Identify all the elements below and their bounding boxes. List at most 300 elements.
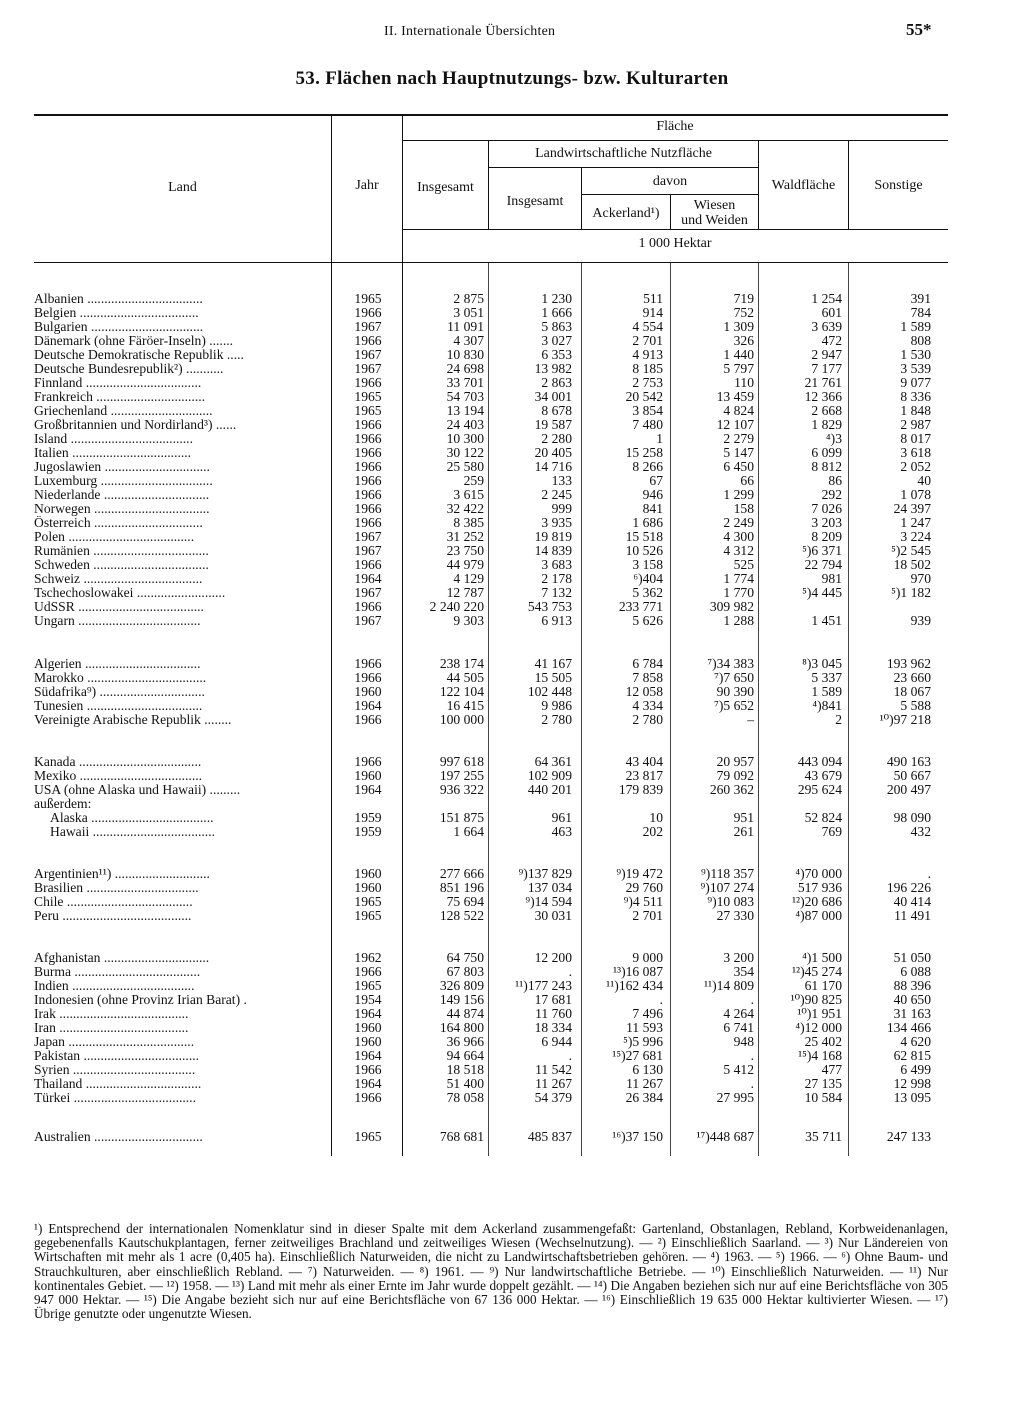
cell-land: Niederlande ............................... — [34, 488, 210, 502]
cell-lnf-insgesamt: 2 280 — [541, 431, 572, 446]
cell-ackerland: 5 362 — [632, 585, 663, 600]
cell-land: Ungarn .................................... — [34, 614, 201, 628]
cell-waldflaeche: ⁴)70 000 — [795, 866, 842, 881]
cell-wiesen-weiden: 5 412 — [723, 1062, 754, 1077]
cell-ackerland: 23 817 — [625, 768, 663, 783]
cell-sonstige: 98 090 — [893, 810, 931, 825]
cell-wiesen-weiden: 4 264 — [723, 1006, 754, 1021]
cell-insgesamt: 16 415 — [446, 698, 484, 713]
cell-lnf-insgesamt: 3 683 — [541, 557, 572, 572]
table-row — [0, 1063, 1024, 1077]
table-row — [0, 1035, 1024, 1049]
cell-insgesamt: 2 875 — [453, 291, 484, 306]
table-row — [0, 292, 1024, 306]
cell-sonstige: 40 — [917, 473, 931, 488]
table-row — [0, 797, 1024, 811]
cell-insgesamt: 75 694 — [446, 894, 484, 909]
table-row — [0, 1021, 1024, 1035]
cell-ackerland: 7 858 — [632, 670, 663, 685]
cell-jahr: 1966 — [354, 501, 382, 516]
cell-insgesamt: 326 809 — [439, 978, 484, 993]
table-row — [0, 418, 1024, 432]
lnf-rule — [488, 167, 758, 168]
table-row — [0, 432, 1024, 446]
cell-jahr: 1965 — [354, 389, 382, 404]
cell-insgesamt: 238 174 — [439, 656, 484, 671]
cell-land: UdSSR ..................................... — [34, 600, 204, 614]
cell-wiesen-weiden: 1 440 — [723, 347, 754, 362]
cell-insgesamt: 54 703 — [446, 389, 484, 404]
cell-jahr: 1967 — [354, 543, 382, 558]
cell-land: Deutsche Demokratische Republik ..... — [34, 348, 244, 362]
table-row — [0, 362, 1024, 376]
cell-waldflaeche: 52 824 — [804, 810, 842, 825]
cell-ackerland: 4 334 — [632, 698, 663, 713]
cell-jahr: 1966 — [354, 964, 382, 979]
cell-lnf-insgesamt: 14 716 — [534, 459, 572, 474]
cell-jahr: 1966 — [354, 473, 382, 488]
cell-ackerland: . — [659, 992, 663, 1007]
cell-sonstige: 196 226 — [886, 880, 931, 895]
cell-waldflaeche: 3 639 — [811, 319, 842, 334]
cell-waldflaeche: 3 203 — [811, 515, 842, 530]
cell-ackerland: 67 — [649, 473, 663, 488]
cell-insgesamt: 128 522 — [439, 908, 484, 923]
cell-jahr: 1954 — [354, 992, 382, 1007]
cell-jahr: 1965 — [354, 978, 382, 993]
cell-waldflaeche: 7 026 — [811, 501, 842, 516]
cell-lnf-insgesamt: 102 909 — [527, 768, 572, 783]
cell-jahr: 1966 — [354, 333, 382, 348]
cell-insgesamt: 36 966 — [446, 1034, 484, 1049]
cell-land: Chile ..................................... — [34, 895, 193, 909]
cell-sonstige: 12 998 — [893, 1076, 931, 1091]
cell-lnf-insgesamt: 13 982 — [534, 361, 572, 376]
cell-sonstige: 4 620 — [900, 1034, 931, 1049]
cell-ackerland: ¹¹)162 434 — [606, 978, 663, 993]
cell-lnf-insgesamt: 7 132 — [541, 585, 572, 600]
cell-land: Jugoslawien ............................... — [34, 460, 210, 474]
cell-sonstige: 23 660 — [893, 670, 931, 685]
cell-waldflaeche: ¹²)45 274 — [791, 964, 842, 979]
cell-waldflaeche: 472 — [821, 333, 842, 348]
cell-sonstige: 8 017 — [900, 431, 931, 446]
cell-sonstige: 6 499 — [900, 1062, 931, 1077]
cell-sonstige: 1 848 — [900, 403, 931, 418]
table-row — [0, 895, 1024, 909]
cell-jahr: 1965 — [354, 1129, 382, 1144]
cell-ackerland: 8 266 — [632, 459, 663, 474]
cell-lnf-insgesamt: 961 — [551, 810, 572, 825]
cell-ackerland: 233 771 — [618, 599, 663, 614]
cell-wiesen-weiden: 27 330 — [716, 908, 754, 923]
cell-jahr: 1967 — [354, 319, 382, 334]
table-row — [0, 1091, 1024, 1105]
cell-insgesamt: 3 051 — [453, 305, 484, 320]
cell-jahr: 1967 — [354, 529, 382, 544]
table-row — [0, 320, 1024, 334]
cell-lnf-insgesamt: 17 681 — [534, 992, 572, 1007]
cell-jahr: 1959 — [354, 824, 382, 839]
cell-waldflaeche: 10 584 — [804, 1090, 842, 1105]
cell-wiesen-weiden: . — [750, 1048, 754, 1063]
cell-jahr: 1965 — [354, 894, 382, 909]
cell-land: Pakistan .................................. — [34, 1049, 200, 1063]
header-jahr: Jahr — [355, 178, 379, 193]
page-number: 55* — [906, 20, 932, 39]
table-row — [0, 474, 1024, 488]
cell-wiesen-weiden: 1 309 — [723, 319, 754, 334]
cell-land: außerdem: — [34, 797, 92, 811]
cell-lnf-insgesamt: 54 379 — [534, 1090, 572, 1105]
table-row — [0, 755, 1024, 769]
cell-wiesen-weiden: 326 — [733, 333, 754, 348]
cell-insgesamt: 33 701 — [446, 375, 484, 390]
cell-jahr: 1966 — [354, 487, 382, 502]
cell-insgesamt: 51 400 — [446, 1076, 484, 1091]
cell-sonstige: 193 962 — [886, 656, 931, 671]
cell-lnf-insgesamt: ¹¹)177 243 — [515, 978, 572, 993]
cell-lnf-insgesamt: ⁹)14 594 — [525, 894, 572, 909]
cell-ackerland: 26 384 — [625, 1090, 663, 1105]
cell-lnf-insgesamt: 30 031 — [534, 908, 572, 923]
cell-insgesamt: 94 664 — [446, 1048, 484, 1063]
cell-waldflaeche: 1 589 — [811, 684, 842, 699]
cell-sonstige: 2 052 — [900, 459, 931, 474]
cell-insgesamt: 164 800 — [439, 1020, 484, 1035]
cell-land: Polen ..................................... — [34, 530, 195, 544]
cell-jahr: 1960 — [354, 768, 382, 783]
cell-waldflaeche: 12 366 — [804, 389, 842, 404]
table-row — [0, 502, 1024, 516]
table-row — [0, 811, 1024, 825]
cell-sonstige: 5 588 — [900, 698, 931, 713]
cell-ackerland: 946 — [642, 487, 663, 502]
cell-jahr: 1966 — [354, 557, 382, 572]
cell-lnf-insgesamt: 2 245 — [541, 487, 572, 502]
table-row — [0, 769, 1024, 783]
cell-wiesen-weiden: 1 774 — [723, 571, 754, 586]
cell-sonstige: 9 077 — [900, 375, 931, 390]
cell-sonstige: 6 088 — [900, 964, 931, 979]
cell-waldflaeche: ⁴)3 — [825, 431, 842, 446]
cell-wiesen-weiden: 2 279 — [723, 431, 754, 446]
table-row — [0, 390, 1024, 404]
cell-wiesen-weiden: 6 741 — [723, 1020, 754, 1035]
cell-lnf-insgesamt: 463 — [551, 824, 572, 839]
cell-insgesamt: 4 129 — [453, 571, 484, 586]
cell-ackerland: 5 626 — [632, 613, 663, 628]
header-ackerland: Ackerland¹) — [592, 206, 660, 221]
cell-sonstige: 18 067 — [893, 684, 931, 699]
cell-sonstige: 970 — [910, 571, 931, 586]
cell-ackerland: 1 686 — [632, 515, 663, 530]
table-row — [0, 600, 1024, 614]
cell-waldflaeche: ⁵)4 445 — [802, 585, 842, 600]
cell-lnf-insgesamt: 6 944 — [541, 1034, 572, 1049]
cell-jahr: 1967 — [354, 585, 382, 600]
cell-ackerland: 12 058 — [625, 684, 663, 699]
cell-lnf-insgesamt: 440 201 — [527, 782, 572, 797]
cell-waldflaeche: 25 402 — [804, 1034, 842, 1049]
cell-ackerland: 8 185 — [632, 361, 663, 376]
cell-ackerland: 6 784 — [632, 656, 663, 671]
cell-land: Thailand .................................. — [34, 1077, 202, 1091]
cell-insgesamt: 851 196 — [439, 880, 484, 895]
table-row — [0, 713, 1024, 727]
header-lnf: Landwirtschaftliche Nutzfläche — [535, 146, 712, 161]
table-row — [0, 530, 1024, 544]
cell-waldflaeche: 292 — [821, 487, 842, 502]
cell-waldflaeche: ⁴)841 — [812, 698, 842, 713]
cell-land: Schweden .................................. — [34, 558, 209, 572]
cell-wiesen-weiden: – — [747, 712, 754, 727]
cell-wiesen-weiden: 948 — [733, 1034, 754, 1049]
cell-ackerland: 3 158 — [632, 557, 663, 572]
cell-jahr: 1967 — [354, 347, 382, 362]
cell-insgesamt: 149 156 — [439, 992, 484, 1007]
cell-wiesen-weiden: 1 288 — [723, 613, 754, 628]
cell-wiesen-weiden: 260 362 — [709, 782, 754, 797]
cell-land: Großbritannien und Nordirland³) ...... — [34, 418, 237, 432]
cell-wiesen-weiden: 4 300 — [723, 529, 754, 544]
cell-jahr: 1966 — [354, 431, 382, 446]
cell-wiesen-weiden: 5 797 — [723, 361, 754, 376]
cell-lnf-insgesamt: 9 986 — [541, 698, 572, 713]
cell-ackerland: 2 753 — [632, 375, 663, 390]
table-row — [0, 979, 1024, 993]
cell-lnf-insgesamt: 11 760 — [535, 1006, 572, 1021]
cell-lnf-insgesamt: 999 — [551, 501, 572, 516]
cell-land: Iran ...................................... — [34, 1021, 189, 1035]
cell-insgesamt: 10 300 — [446, 431, 484, 446]
table-top-rule — [34, 114, 948, 116]
cell-jahr: 1964 — [354, 571, 382, 586]
cell-jahr: 1959 — [354, 810, 382, 825]
cell-land: USA (ohne Alaska und Hawaii) ......... — [34, 783, 241, 797]
cell-insgesamt: 13 194 — [446, 403, 484, 418]
table-row — [0, 965, 1024, 979]
cell-ackerland: 10 526 — [625, 543, 663, 558]
cell-sonstige: . — [927, 866, 931, 881]
cell-land: Dänemark (ohne Färöer-Inseln) ....... — [34, 334, 234, 348]
cell-land: Alaska .................................... — [50, 811, 214, 825]
cell-jahr: 1966 — [354, 1090, 382, 1105]
cell-lnf-insgesamt: 12 200 — [534, 950, 572, 965]
cell-land: Vereinigte Arabische Republik ........ — [34, 713, 232, 727]
cell-insgesamt: 277 666 — [439, 866, 484, 881]
cell-lnf-insgesamt: 3 027 — [541, 333, 572, 348]
cell-land: Afghanistan ............................... — [34, 951, 210, 965]
table-row — [0, 699, 1024, 713]
cell-lnf-insgesamt: 137 034 — [527, 880, 572, 895]
cell-lnf-insgesamt: 133 — [551, 473, 572, 488]
cell-lnf-insgesamt: 102 448 — [527, 684, 572, 699]
cell-lnf-insgesamt: 485 837 — [527, 1129, 572, 1144]
cell-wiesen-weiden: . — [750, 1076, 754, 1091]
cell-ackerland: 10 — [649, 810, 663, 825]
cell-insgesamt: 78 058 — [446, 1090, 484, 1105]
cell-insgesamt: 24 403 — [446, 417, 484, 432]
cell-lnf-insgesamt: 19 587 — [534, 417, 572, 432]
cell-sonstige: 13 095 — [893, 1090, 931, 1105]
table-row — [0, 657, 1024, 671]
header-flaeche: Fläche — [656, 119, 694, 134]
cell-waldflaeche: 443 094 — [797, 754, 842, 769]
cell-lnf-insgesamt: 19 819 — [534, 529, 572, 544]
cell-lnf-insgesamt: 20 405 — [534, 445, 572, 460]
cell-sonstige: 2 987 — [900, 417, 931, 432]
cell-ackerland: 9 000 — [632, 950, 663, 965]
cell-wiesen-weiden: ⁹)107 274 — [700, 880, 754, 895]
cell-land: Indien .................................... — [34, 979, 195, 993]
cell-jahr: 1962 — [354, 950, 382, 965]
cell-jahr: 1964 — [354, 782, 382, 797]
cell-lnf-insgesamt: 11 267 — [535, 1076, 572, 1091]
cell-sonstige: 3 539 — [900, 361, 931, 376]
cell-insgesamt: 100 000 — [439, 712, 484, 727]
cell-insgesamt: 12 787 — [446, 585, 484, 600]
cell-sonstige: 939 — [910, 613, 931, 628]
cell-wiesen-weiden: ¹⁷)448 687 — [696, 1129, 754, 1144]
table-row — [0, 881, 1024, 895]
cell-insgesamt: 25 580 — [446, 459, 484, 474]
cell-sonstige: 24 397 — [893, 501, 931, 516]
cell-jahr: 1964 — [354, 1076, 382, 1091]
cell-jahr: 1966 — [354, 305, 382, 320]
table-row — [0, 376, 1024, 390]
cell-ackerland: 2 780 — [632, 712, 663, 727]
cell-jahr: 1960 — [354, 866, 382, 881]
cell-land: Norwegen .................................. — [34, 502, 210, 516]
cell-lnf-insgesamt: 8 678 — [541, 403, 572, 418]
cell-ackerland: 43 404 — [625, 754, 663, 769]
cell-sonstige: 51 050 — [893, 950, 931, 965]
table-row — [0, 951, 1024, 965]
cell-land: Australien ................................ — [34, 1130, 203, 1144]
cell-sonstige: 31 163 — [893, 1006, 931, 1021]
cell-wiesen-weiden: ⁹)10 083 — [707, 894, 754, 909]
cell-sonstige: ⁵)1 182 — [891, 585, 931, 600]
cell-waldflaeche: 21 761 — [804, 375, 842, 390]
cell-land: Mexiko .................................... — [34, 769, 203, 783]
table-title: 53. Flächen nach Hauptnutzungs- bzw. Kulturarten — [295, 68, 729, 89]
cell-waldflaeche: 2 — [835, 712, 842, 727]
cell-land: Syrien .................................... — [34, 1063, 196, 1077]
cell-land: Albanien .................................. — [34, 292, 203, 306]
cell-waldflaeche: 1 829 — [811, 417, 842, 432]
cell-waldflaeche: 8 812 — [811, 459, 842, 474]
cell-insgesamt: 31 252 — [446, 529, 484, 544]
cell-lnf-insgesamt: 1 230 — [541, 291, 572, 306]
cell-jahr: 1966 — [354, 754, 382, 769]
cell-wiesen-weiden: 5 147 — [723, 445, 754, 460]
cell-insgesamt: 151 875 — [439, 810, 484, 825]
cell-sonstige: 1 589 — [900, 319, 931, 334]
cell-jahr: 1966 — [354, 445, 382, 460]
cell-insgesamt: 768 681 — [439, 1129, 484, 1144]
cell-land: Tunesien .................................. — [34, 699, 203, 713]
cell-wiesen-weiden: 1 299 — [723, 487, 754, 502]
header-sonstige: Sonstige — [874, 178, 923, 193]
cell-wiesen-weiden: 1 770 — [723, 585, 754, 600]
cell-ackerland: 15 258 — [625, 445, 663, 460]
cell-insgesamt: 3 615 — [453, 487, 484, 502]
cell-wiesen-weiden: 719 — [733, 291, 754, 306]
table-row — [0, 867, 1024, 881]
cell-waldflaeche: 517 936 — [797, 880, 842, 895]
cell-waldflaeche: 6 099 — [811, 445, 842, 460]
cell-ackerland: 2 701 — [632, 908, 663, 923]
cell-insgesamt: 10 830 — [446, 347, 484, 362]
table-row — [0, 1130, 1024, 1144]
cell-land: Schweiz ................................... — [34, 572, 203, 586]
table-row — [0, 516, 1024, 530]
cell-jahr: 1967 — [354, 361, 382, 376]
cell-insgesamt: 997 618 — [439, 754, 484, 769]
cell-land: Argentinien¹¹) ............................ — [34, 867, 210, 881]
cell-waldflaeche: 2 947 — [811, 347, 842, 362]
table-row — [0, 685, 1024, 699]
cell-ackerland: 4 913 — [632, 347, 663, 362]
cell-sonstige: 62 815 — [893, 1048, 931, 1063]
table-row — [0, 558, 1024, 572]
cell-ackerland: 202 — [642, 824, 663, 839]
cell-land: Kanada .................................... — [34, 755, 202, 769]
cell-land: Indonesien (ohne Provinz Irian Barat) . — [34, 993, 247, 1007]
cell-waldflaeche: 1 451 — [811, 613, 842, 628]
header-lnf-insgesamt: Insgesamt — [506, 194, 564, 209]
cell-lnf-insgesamt: ⁹)137 829 — [518, 866, 572, 881]
cell-sonstige: 808 — [910, 333, 931, 348]
cell-sonstige: 490 163 — [886, 754, 931, 769]
cell-land: Südafrika⁹) ............................... — [34, 685, 205, 699]
cell-ackerland: 15 518 — [625, 529, 663, 544]
cell-sonstige: 18 502 — [893, 557, 931, 572]
unit-rule — [402, 229, 948, 230]
cell-ackerland: ¹³)16 087 — [612, 964, 663, 979]
header-insgesamt: Insgesamt — [417, 180, 474, 195]
cell-wiesen-weiden: 90 390 — [716, 684, 754, 699]
cell-land: Japan ..................................... — [34, 1035, 195, 1049]
cell-insgesamt: 1 664 — [453, 824, 484, 839]
cell-waldflaeche: ⁵)6 371 — [802, 543, 842, 558]
header-wald: Waldfläche — [771, 178, 836, 193]
cell-sonstige: 11 491 — [894, 908, 931, 923]
cell-wiesen-weiden: . — [750, 992, 754, 1007]
cell-waldflaeche: 601 — [821, 305, 842, 320]
cell-wiesen-weiden: 110 — [734, 375, 754, 390]
cell-sonstige: 40 650 — [893, 992, 931, 1007]
cell-insgesamt: 2 240 220 — [429, 599, 484, 614]
cell-sonstige: 50 667 — [893, 768, 931, 783]
cell-insgesamt: 32 422 — [446, 501, 484, 516]
cell-ackerland: 3 854 — [632, 403, 663, 418]
table-row — [0, 544, 1024, 558]
cell-ackerland: ¹⁵)27 681 — [612, 1048, 663, 1063]
cell-ackerland: 29 760 — [625, 880, 663, 895]
cell-waldflaeche: ⁸)3 045 — [802, 656, 842, 671]
cell-jahr: 1965 — [354, 291, 382, 306]
cell-waldflaeche: ¹²)20 686 — [791, 894, 842, 909]
cell-wiesen-weiden: 13 459 — [716, 389, 754, 404]
cell-insgesamt: 64 750 — [446, 950, 484, 965]
cell-insgesamt: 11 091 — [447, 319, 484, 334]
cell-wiesen-weiden: 354 — [733, 964, 754, 979]
cell-wiesen-weiden: 2 249 — [723, 515, 754, 530]
cell-waldflaeche: 5 337 — [811, 670, 842, 685]
cell-sonstige: 3 224 — [900, 529, 931, 544]
